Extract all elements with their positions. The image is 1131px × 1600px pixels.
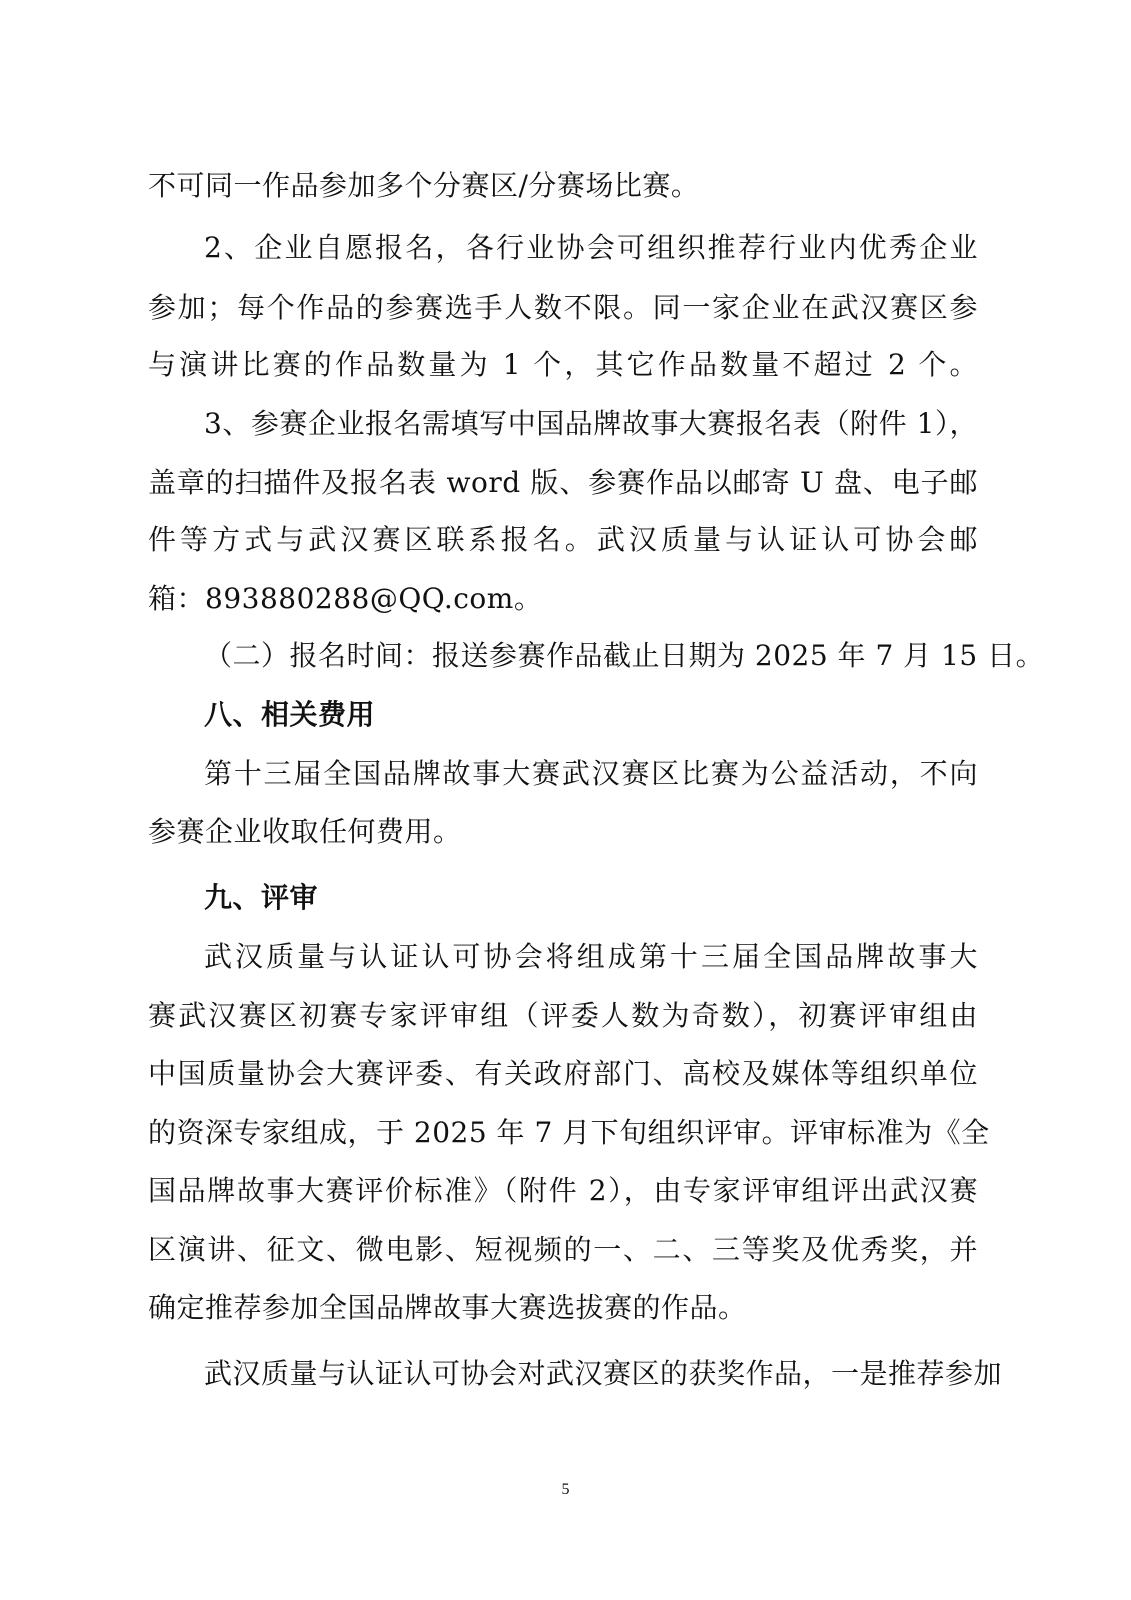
body-text-line: 确定推荐参加全国品牌故事大赛选拔赛的作品。 [148, 1291, 747, 1324]
body-text-line: 与演讲比赛的作品数量为 1 个，其它作品数量不超过 2 个。 [148, 348, 978, 381]
body-text-line: 武汉质量与认证认可协会对武汉赛区的获奖作品，一是推荐参加 [204, 1357, 1003, 1390]
body-text-line: 件等方式与武汉赛区联系报名。武汉质量与认证认可协会邮 [148, 523, 978, 556]
body-text-line: 的资深专家组成，于 2025 年 7 月下旬组织评审。评审标准为《全 [148, 1116, 990, 1149]
email-line: 箱：893880288@QQ.com。 [148, 582, 543, 615]
body-text-line: 国品牌故事大赛评价标准》（附件 2），由专家评审组评出武汉赛 [148, 1174, 978, 1207]
registration-time-line: （二）报名时间：报送参赛作品截止日期为 2025 年 7 月 15 日。 [204, 639, 1045, 672]
page-number: 5 [561, 1481, 570, 1498]
body-text-line: 第十三届全国品牌故事大赛武汉赛区比赛为公益活动，不向 [204, 757, 978, 790]
body-text-line: 参加；每个作品的参赛选手人数不限。同一家企业在武汉赛区参 [148, 291, 978, 324]
body-text-line: 区演讲、征文、微电影、短视频的一、二、三等奖及优秀奖，并 [148, 1233, 978, 1266]
section-heading-review: 九、评审 [204, 881, 319, 914]
body-text-line: 盖章的扫描件及报名表 word 版、参赛作品以邮寄 U 盘、电子邮 [148, 466, 978, 499]
body-text-line: 3、参赛企业报名需填写中国品牌故事大赛报名表（附件 1）， [204, 407, 978, 440]
body-text-line: 武汉质量与认证认可协会将组成第十三届全国品牌故事大 [204, 940, 978, 973]
body-text-line: 不可同一作品参加多个分赛区/分赛场比赛。 [148, 169, 700, 202]
body-text-line: 赛武汉赛区初赛专家评审组（评委人数为奇数），初赛评审组由 [148, 999, 978, 1032]
body-text-line: 中国质量协会大赛评委、有关政府部门、高校及媒体等组织单位 [148, 1057, 978, 1090]
body-text-line: 参赛企业收取任何费用。 [148, 815, 462, 848]
section-heading-fees: 八、相关费用 [204, 698, 376, 731]
body-text-line: 2、企业自愿报名，各行业协会可组织推荐行业内优秀企业 [204, 231, 978, 264]
